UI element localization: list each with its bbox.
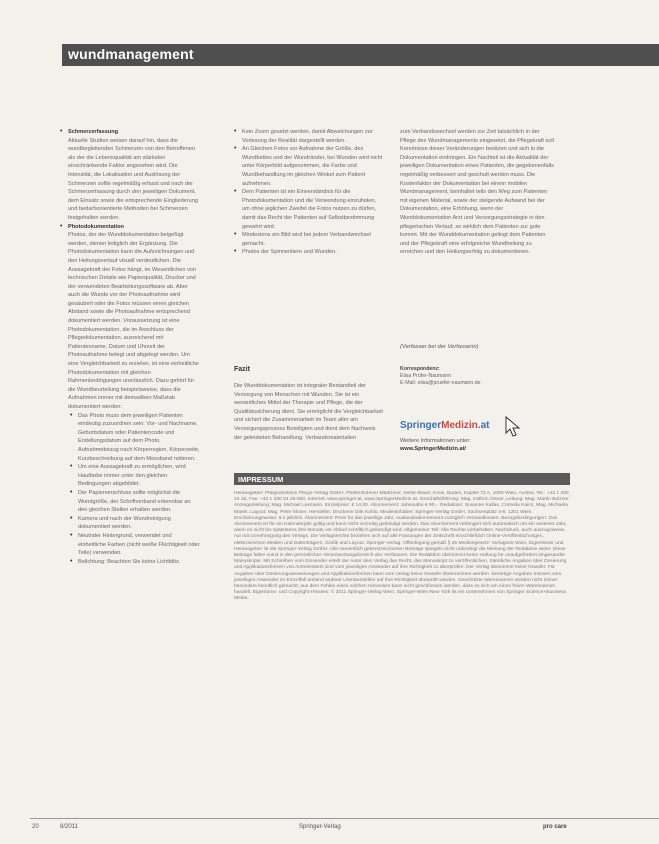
springer-medizin-logo: SpringerMedizin.at <box>400 420 490 431</box>
magazine-name: pro care <box>543 824 567 830</box>
column-1 <box>60 128 200 566</box>
section-header-bar <box>62 44 659 66</box>
bullet-icon: • <box>70 557 73 565</box>
sub-list-item: • Neutraler Hintergrund, verwendet und einheitliche Farben (nicht weiße Flüchtigkeit oder Teile) verwenden. <box>70 531 200 557</box>
contact-email[interactable]: E-Mail: elisa@pruefer-naumann.de <box>400 380 481 386</box>
fazit-heading: Fazit <box>234 366 250 373</box>
list-item: • Photos der Spinnentiere und Wunden. <box>234 248 337 256</box>
item-text: Photos, der der Wunddokumentation beigefügt werden, dienen lediglich der Ergänzung. Die Photodokumentation kann die Aufzeichnungen und den Heilungsverlauf visuell verdeutlichen. Die Aussagekraft der Fotos hängt, im Wesentlichen von technischen Details wie Papierqualität, Drucker und der verwendeten Bearbeitungssoftware ab. Aber auch die Wunde vor der Photoaufnahme wird gesäubert oder die Fotos müssen einen gleichen Abstand sowie die Photoaufnahme entsprechend dokumentiert werden. Voraussetzung ist eine Photodokumentation, die im Anschluss der Pflegedokumentation, ausreichend mit Patientenname, Datum und Uhrzeit der Photoaufnahme belegt und abgelegt werden. Um eine Vergleichbarkeit zu erzielen, ist eine einheitliche Photodokumentation mit gleichen Rahmenbedingungen unerlässlich. Dazu gehört für die Wundbeurteilung beispielsweise, dass die Aufnahmen immer mit demselben Maßstab dokumentiert werden: <box>68 232 199 410</box>
bullet-icon: • <box>234 248 237 256</box>
column-text: zum Verbandswechsel werden zur Zeit tatsächlich in der Pflege des Wundmanagements eingesetzt, die Pflegekraft soll Kenntnisse dieser Veränderungen besitzen und sich in die Dokumentation einbringen. Ein Nachteil ist die Aktualität der jeweiligen Dokumentation eines Patienten, die gegebenenfalls regelmäßig verbessert und geschult werden muss. Die Kostenfaktor der Dokumentation bei einem mobilen Wundmanagement, beinhaltet teils den Weg zum Patienten mit eigenen Material, sowie der steigende Aufwand bei der Dokumentation, eine Erhöhung, wenn der Wunddokumentation Arzt und Versorgungsstrategie in den pflegerischen Verlauf, so wirklich dem Patienten zur gute kommt. Mit der Wunddokumentation gelingt dem Patienten und der Pflegekraft eine erfolgreiche Wundheilung zu erreichen und den Heilungserfolg zu dokumentieren. <box>400 129 554 256</box>
item-heading: Photodokumentation <box>68 223 124 230</box>
bullet-icon: • <box>70 531 73 539</box>
list-item: • Mindestens ein Bild wird bei jedem Verbandwechsel gemacht. <box>234 231 371 247</box>
bullet-icon: • <box>234 145 237 153</box>
impressum-text: Herausgeber: Pflegedirektion Pflege-Verlag GmbH, Pfaffenhofener Mediziner, Seifer-Bauer, Kreis, Baden, Kapitel 72 A, 1050 Wien, Austria, Tel.: +43 1 330 24 15, Fax: +43 1 330 24 26-500, Internet: www.springer.at, www.SpringerMedizin.at. Geschäftsführung: Mag. Kathrin Ortner, Leitung: Mag. Martin Bolzner. Anzeigenleitung: Mag. Michael Lexmann. Einzelpreis: € 14,00. Abonnement: Jahresabo € 90,-. Redaktion: Susanne Kallas, Cornelia Kainz, Mag. Michaela Marek. Layout: Mag. Peter Moser. Hersteller: Druckerei Dirk Kahlo. Medieninhaber: Springer-Verlag GmbH, Sachsenplatz 4-6, 1201 Wien. Erscheinungsweise: 8 x jährlich. Abonnement: Preis für das jeweilige Jahr, Auslandsabonnement zuzüglich Versandkosten. Bezugsbedingungen: Das Abonnement ist für ein Kalenderjahr gültig und kann nicht vorzeitig gekündigt werden. Das Abonnement verlängert sich automatisch um ein weiteres Jahr, wenn es nicht bis spätestens drei Monate vor Ablauf schriftlich gekündigt wird. Allgemeiner Teil: Alle Rechte vorbehalten. Nachdruck, auch auszugsweise, nur mit Genehmigung des Verlags. Die Verlagsrechte beziehen sich auf alle Fassungen der Zeitschrift einschließlich Online-Veröffentlichungen, elektronischen Medien und Datenträgern. Grafik und Layout: Springer-Verlag. Offenlegung gemäß § 25 Mediengesetz: Verlagsort Wien, Eigentümer und Herausgeber ist die Springer-Verlag GmbH. Alle namentlich gekennzeichneten Beiträge spiegeln nicht unbedingt die Meinung der Redaktion wider. Diese Beiträge fallen somit in den persönlichen Verantwortungsbereich des Verfassers. Die Redaktion übernimmt keine Haftung für unaufgefordert eingesandte Manuskripte. Mit Schreiben vom Einsender erteilt der Autor dem Verlag das Recht, das Manuskript zu veröffentlichen. Sämtliche Angaben über Dosierung und Applikationsformen von Arzneimitteln sind vom jeweiligen Anwender auf ihre Richtigkeit zu überprüfen. Der Verlag übernimmt keine Gewähr. Für Angaben über Dosierungsanweisungen und Applikationsformen kann vom Verlag keine Gewähr übernommen werden. Derartige Angaben müssen vom jeweiligen Anwender im Einzelfall anhand anderer Literaturstellen auf ihre Richtigkeit überprüft werden. Geschützte Warennamen werden nicht immer besonders kenntlich gemacht; aus dem Fehlen eines solchen Hinweises kann nicht geschlossen werden, dass es sich um einen freien Warennamen handelt. Eigentums- und Copyright-Hinweis: © 2011 Springer-Verlag Wien. Springer-Wien-New York ist ein Unternehmen von Springer Science+Business Media. <box>234 491 570 602</box>
footer-divider <box>30 818 659 819</box>
bullet-icon: • <box>70 514 73 522</box>
contact-block <box>400 366 481 387</box>
list-item: • Dem Patienten ist ein Einverständnis für die Photodokumentation und die Verwendung einzuholen, um ohne jeglichen Zweifel die Fotos nutzen zu dürfen, damit das Recht der Patienten auf Selbstbestimmung gewahrt wird. <box>234 188 377 230</box>
list-item: • An Gleichen Fotos vor Aufnahme der Größe, des Wundbettes und der Wundränder, bei Wunden wird nicht unter Körperbild aufgenommen, die Farbe und Wundbehandlung im gleichen Winkel zum Patient aufnehmen. <box>234 145 383 187</box>
item-text: Aktuelle Studien weisen darauf hin, dass die wundbegleitenden Schmerzen von den Betroffenen als der die Lebensqualität am stärksten einschränkende Faktor angesehen wird. Die Intensität, die Lokalisation und Auslösung der Schmerzen sollte regelmäßig erfasst und nach der Schmerzerfassung durch den jeweiligen Dokument, dem Einsatz sowie die entsprechende Eingliederung und bedarfsorientierte Methoden bei Schmerzen festgehalten werden. <box>68 137 198 221</box>
springer-info: Weitere Informationen unter: www.SpringerMedizin.at/ <box>400 438 471 452</box>
author-note: (Verfasser bei der Verfasserin) <box>400 344 479 350</box>
sub-list-item: • Um eine Aussagekraft zu ermöglichen, wird Hautfarbe immer unter den gleichen Bedingungen abgebildet. <box>70 463 186 488</box>
sub-list-item: • Der Papierverschluss sollte möglichst die Wundgröße, der Schriftverband erkennbar an den gleichen Stellen erhalten werden. <box>70 488 191 514</box>
cursor-arrow-icon <box>503 415 525 439</box>
column-3 <box>400 128 555 257</box>
contact-label: Korrespondenz: <box>400 366 440 372</box>
bullet-icon: • <box>234 128 237 135</box>
page-number: 20 <box>32 824 39 830</box>
list-item <box>60 128 200 223</box>
bullet-icon: • <box>60 222 63 230</box>
sub-list-item: • Belichtung: Beachten Sie keine Lichtblitz. <box>70 557 181 565</box>
bullet-icon: • <box>60 128 63 135</box>
bullet-icon: • <box>70 463 73 471</box>
sub-list-item: • Kamera und nach der Wundreinigung dokumentiert werden. <box>70 514 171 531</box>
section-title: wundmanagement <box>68 46 194 62</box>
springer-link[interactable]: www.SpringerMedizin.at/ <box>400 445 466 452</box>
publisher-name: Springer-Verlag <box>299 824 341 830</box>
bullet-icon: • <box>70 411 73 419</box>
bullet-icon: • <box>234 231 237 239</box>
issue-number: 8/2011 <box>60 824 78 830</box>
sub-list <box>70 412 200 567</box>
bullet-icon: • <box>234 188 237 196</box>
bullet-icon: • <box>70 488 73 496</box>
contact-name: Elisa Prüfer-Naumann <box>400 373 452 379</box>
list-item <box>60 223 200 412</box>
fazit-text: Die Wunddokumentation ist integraler Bestandteil der Versorgung von Menschen mit Wunden. Sie ist ein wesentliches Mittel der Therapie und Pflege, die der Qualitätssicherung dient. Sie ermöglicht die Vergleichbarkeit und sichert die Zusammenarbeit im Team aller am Versorgungsprozess Beteiligten und dient dem Nachweis der geleisteten Behandlung. Verbandsmaterialien <box>234 383 383 441</box>
item-heading: Schmerzerfassung <box>68 129 119 135</box>
sub-list-item: • Das Photo muss dem jeweiligen Patienten eindeutig zuzuordnen sein: Vor- und Nachname, Geburtsdatum oder Patientencode und Erstellungsdatum auf dem Photo, Aufnahmebezug nach Körperregion, Körperseite, Kurzbeschreibung auf dem Messband notieren. <box>70 411 200 462</box>
column-2 <box>234 128 384 257</box>
impressum-header: IMPRESSUM <box>234 473 570 485</box>
list-item: • Kein Zoom gesetzt werden, damit Abweichungen zur Vorlesung der Realität dargestellt werden. <box>234 128 373 144</box>
